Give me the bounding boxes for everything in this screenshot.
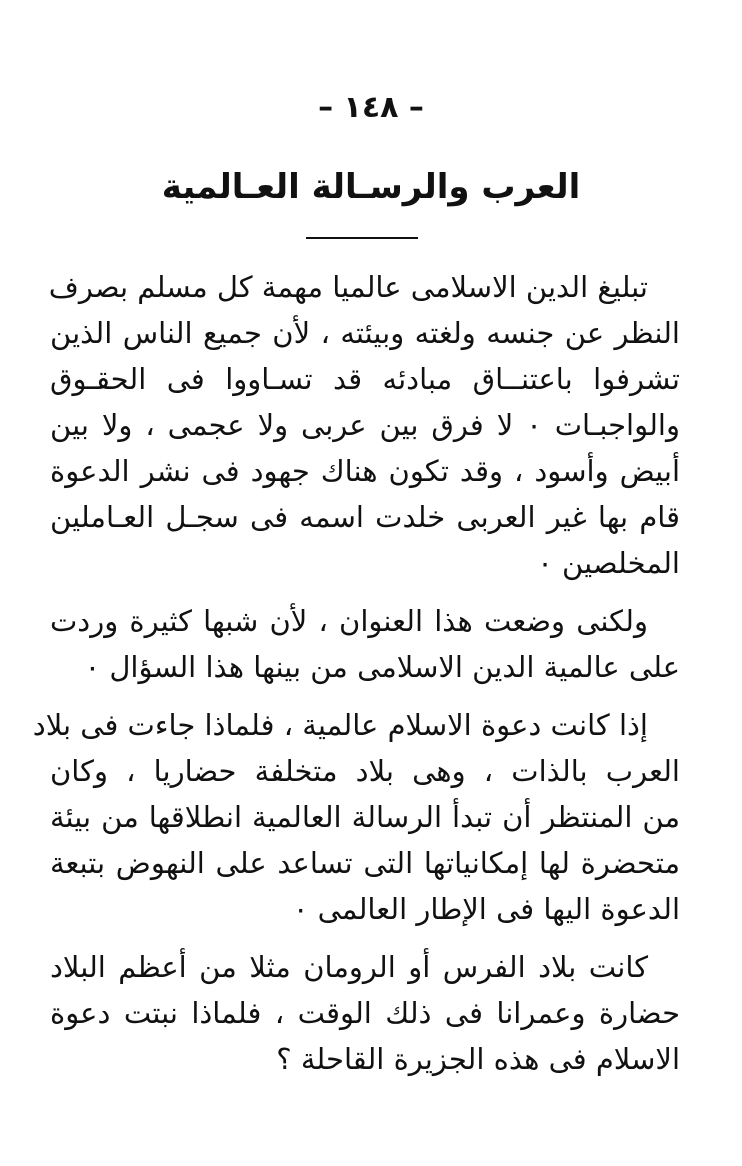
paragraph-gap [50,932,680,944]
text-line: الاسلام فى هذه الجزيرة القاحلة ؟ [276,1042,680,1076]
text-line: إذا كانت دعوة الاسلام عالمية ، فلماذا جاءت فى بلاد [32,708,648,742]
text-line: تشرفوا باعتنــاق مبادئه قد تسـاووا فى الحقـوق [50,362,680,396]
text-line: أبيض وأسود ، وقد تكون هناك جهود فى نشر الدعوة [50,454,680,488]
text-line: قام بها غير العربى خلدت اسمه فى سجـل العـاملين [50,500,680,534]
text-line: على عالمية الدين الاسلامى من بينها هذا السؤال ٠ [84,650,680,684]
paragraph-gap [50,690,680,702]
text-line: حضارة وعمرانا فى ذلك الوقت ، فلماذا نبتت دعوة [50,996,680,1030]
text-line: الدعوة اليها فى الإطار العالمى ٠ [292,892,680,926]
text-line: المخلصين ٠ [537,546,680,580]
text-line: والواجبـات ٠ لا فرق بين عربى ولا عجمى ، ولا بين [50,408,680,442]
text-line: ولكنى وضعت هذا العنوان ، لأن شبها كثيرة وردت [50,604,648,638]
paragraph-gap [50,586,680,598]
title-underline [306,237,418,239]
text-line: العرب بالذات ، وهى بلاد متخلفة حضاريا ، وكان [50,754,680,788]
text-line: كانت بلاد الفرس أو الرومان مثلا من أعظم البلاد [50,950,648,984]
text-line: النظر عن جنسه ولغته وبيئته ، لأن جميع الناس الذين [50,316,680,350]
text-line: متحضرة لها إمكانياتها التى تساعد على النهوض بتبعة [50,846,680,880]
text-line: تبليغ الدين الاسلامى عالميا مهمة كل مسلم بصرف [48,270,648,304]
page-number: – ١٤٨ – [318,90,424,125]
chapter-title: العرب والرسـالة العـالمية [161,167,581,207]
body-text [32,264,680,1082]
text-line: من المنتظر أن تبدأ الرسالة العالمية انطلاقها من بيئة [50,800,680,834]
